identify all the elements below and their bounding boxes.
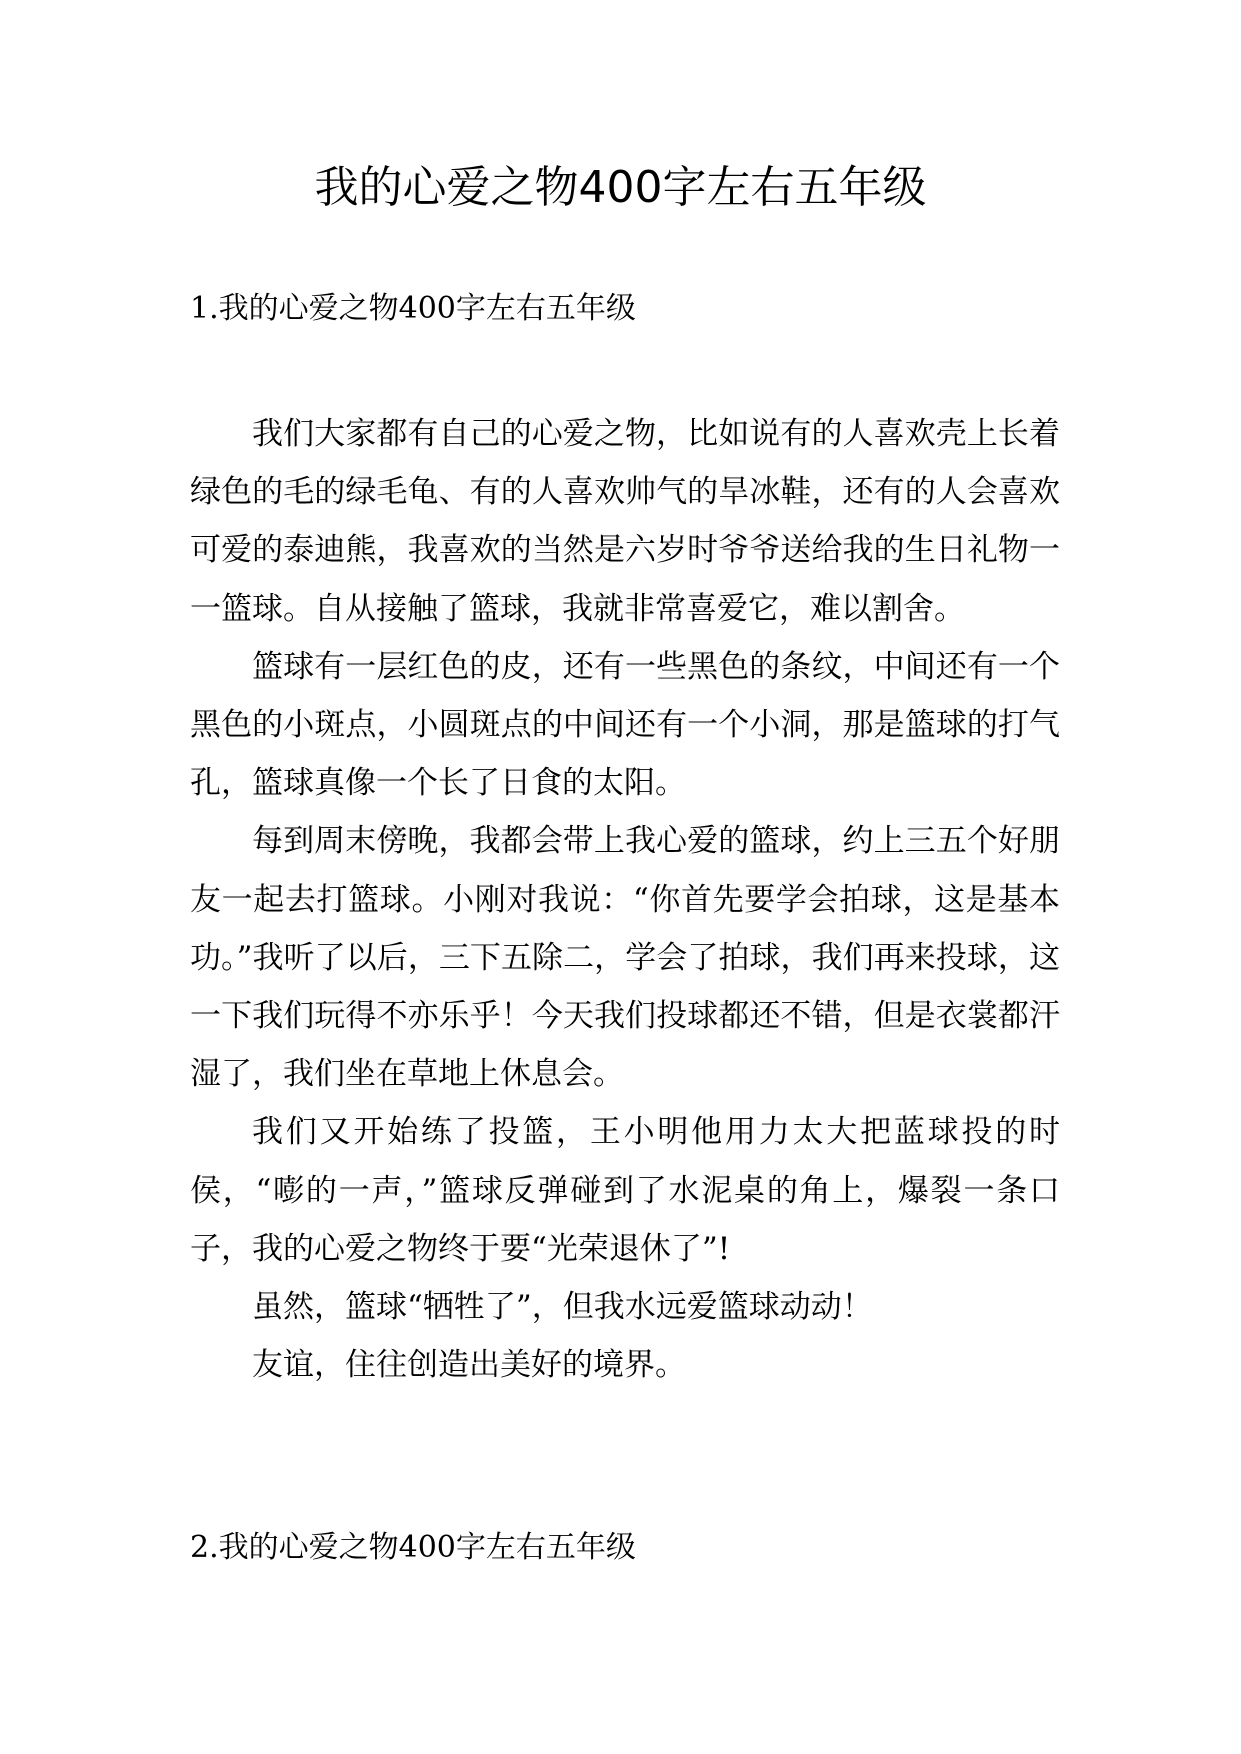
paragraph-2: 篮球有一层红色的皮，还有一些黑色的条纹，中间还有一个黑色的小斑点，小圆斑点的中间还有一个小洞，那是篮球的打气孔，篮球真像一个长了日食的太阳。 xyxy=(190,648,1060,802)
section-heading-1: 1.我的心爱之物400字左右五年级 xyxy=(190,291,636,326)
essay-body-1 xyxy=(190,405,1060,1394)
paragraph-5: 虽然，篮球“牺牲了”，但我水远爱篮球动动！ xyxy=(252,1289,873,1326)
page-title: 我的心爱之物400字左右五年级 xyxy=(314,162,927,213)
paragraph-6: 友谊，住往创造出美好的境界。 xyxy=(252,1347,686,1384)
paragraph-4: 我们又开始练了投篮，王小明他用力太大把蓝球投的时侯，“嘭的一声，”篮球反弹碰到了水泥桌的角上，爆裂一条口子，我的心爱之物终于要“光荣退休了”! xyxy=(190,1114,1060,1267)
section-heading-2: 2.我的心爱之物400字左右五年级 xyxy=(190,1530,636,1565)
paragraph-3: 每到周末傍晚，我都会带上我心爱的篮球，约上三五个好朋友一起去打篮球。小刚对我说：“你首先要学会拍球，这是基本功。”我听了以后，三下五除二，学会了拍球，我们再来投球，这一下我们玩得不亦乐乎！今天我们投球都还不错，但是衣裳都汗湿了，我们坐在草地上休息会。 xyxy=(190,823,1060,1093)
paragraph-1: 我们大家都有自己的心爱之物，比如说有的人喜欢壳上长着绿色的毛的绿毛龟、有的人喜欢帅气的旱冰鞋，还有的人会喜欢可爱的泰迪熊，我喜欢的当然是六岁时爷爷送给我的生日礼物一一篮球。自从接触了篮球，我就非常喜爱它，难以割舍。 xyxy=(190,416,1060,627)
